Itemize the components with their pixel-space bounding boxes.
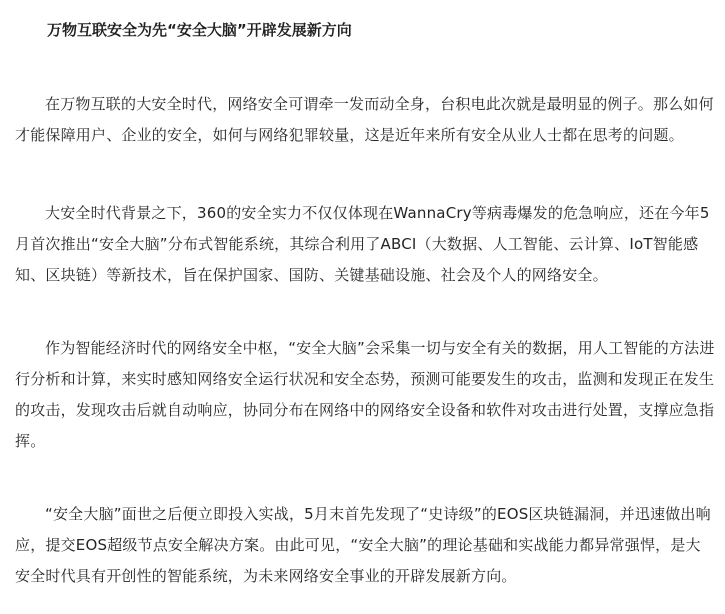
article-title: 万物互联安全为先“安全大脑”开辟发展新方向 bbox=[47, 21, 352, 39]
article-paragraph: 作为智能经济时代的网络安全中枢，“安全大脑”会采集一切与安全有关的数据，用人工智能的方法进行分析和计算，来实时感知网络安全运行状况和安全态势，预测可能要发生的攻击，监测和发现正在发生的攻击，发现攻击后就自动响应，协同分布在网络中的网络安全设备和软件对攻击进行处置，支撑应急指挥。 bbox=[15, 339, 715, 450]
article-paragraph: “安全大脑”面世之后便立即投入实战，5月末首先发现了“史诗级”的EOS区块链漏洞，并迅速做出响应，提交EOS超级节点安全解决方案。由此可见，“安全大脑”的理论基础和实战能力都异常强悍，是大安全时代具有开创性的智能系统，为未来网络安全事业的开辟发展新方向。 bbox=[15, 505, 711, 585]
article-paragraph: 大安全时代背景之下，360的安全实力不仅仅体现在WannaCry等病毒爆发的危急响应，还在今年5月首次推出“安全大脑”分布式智能系统，其综合利用了ABCI（大数据、人工智能、云计算、IoT智能感知、区块链）等新技术，旨在保护国家、国防、关键基础设施、社会及个人的网络安全。 bbox=[15, 204, 710, 284]
article-paragraph: 在万物互联的大安全时代，网络安全可谓牵一发而动全身，台积电此次就是最明显的例子。那么如何才能保障用户、企业的安全，如何与网络犯罪较量，这是近年来所有安全从业人士都在思考的问题。 bbox=[15, 95, 714, 144]
